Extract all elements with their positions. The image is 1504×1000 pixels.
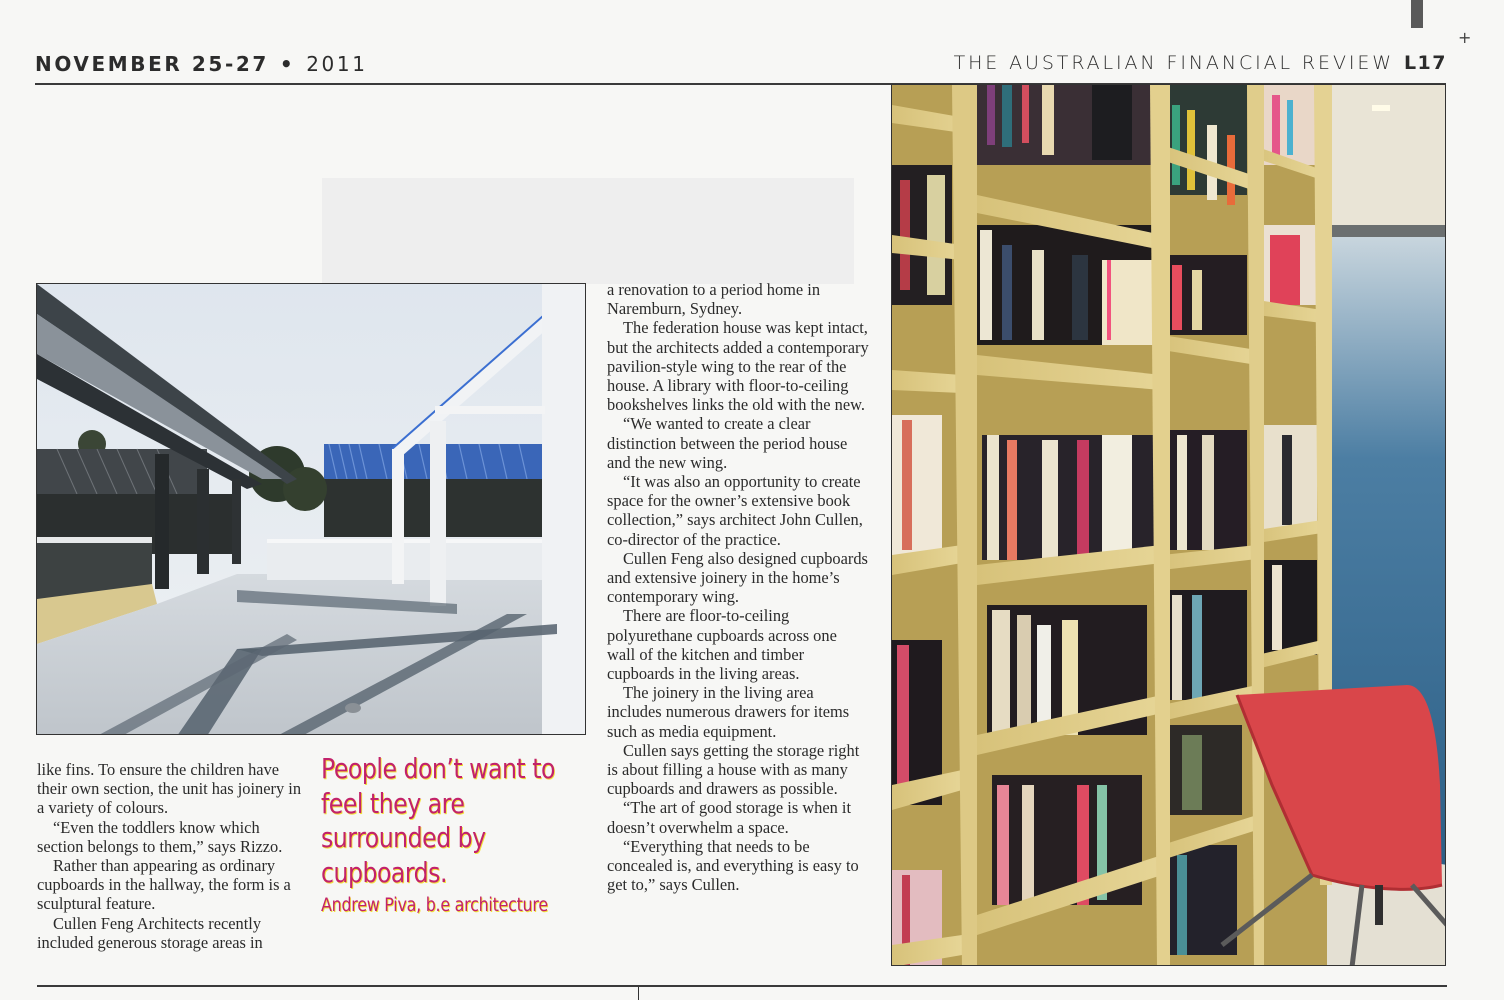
paragraph: There are floor-to-ceiling polyurethane cupboards across one wall of the kitchen and timber cupboards in the living areas. (607, 606, 837, 684)
paragraph: Cullen says getting the storage right is about filling a house with as many cupboards and drawers as possible. (607, 740, 860, 799)
paragraph: “Everything that needs to be concealed is, and everything is easy to get to,” says Cullen. (607, 836, 859, 895)
library-photo (891, 84, 1446, 966)
paragraph: a renovation to a period home in Naremburn, Sydney. (607, 280, 821, 319)
courtyard-illustration (37, 284, 586, 735)
registration-cross-icon: + (1458, 28, 1472, 47)
date-range: NOVEMBER 25-27 (35, 52, 269, 76)
paragraph: “Even the toddlers know which section belongs to them,” says Rizzo. (37, 817, 283, 856)
pull-quote-attribution: Andrew Piva, b.e architecture (321, 895, 548, 916)
article-column-middle (607, 280, 869, 895)
paragraph: Cullen Feng also designed cupboards and extensive joinery in the home’s contemporary wing. (607, 548, 868, 607)
article-column-left (37, 760, 305, 952)
pull-quote (321, 752, 591, 916)
issue-date (35, 52, 368, 76)
masthead (954, 52, 1447, 74)
year: 2011 (306, 52, 368, 76)
paragraph: “We wanted to create a clear distinction between the period house and the new wing. (607, 414, 848, 472)
page-number: L17 (1403, 52, 1447, 74)
courtyard-photo (36, 283, 586, 735)
registration-bar (1411, 0, 1423, 28)
column-divider (638, 987, 639, 1000)
date-separator: • (279, 52, 296, 76)
paragraph: The joinery in the living area includes numerous drawers for items such as media equipment. (607, 683, 850, 741)
paragraph: Rather than appearing as ordinary cupboards in the hallway, the form is a sculptural feature. (37, 856, 291, 914)
show-through-area (322, 178, 854, 284)
paragraph: “The art of good storage is when it doesn’t overwhelm a space. (607, 798, 852, 837)
paragraph: The federation house was kept intact, but the architects added a contemporary pavilion-style wing to the rear of the house. A library with floor-to-ceiling bookshelves links the old with the new. (607, 318, 869, 415)
footer-rule (37, 985, 1447, 987)
library-illustration (892, 85, 1446, 966)
publication-name: THE AUSTRALIAN FINANCIAL REVIEW (953, 52, 1394, 74)
paragraph: like fins. To ensure the children have their own section, the unit has joinery in a variety of colours. (37, 760, 302, 818)
pull-quote-text: People don’t want to feel they are surrounded by cupboards. (321, 753, 555, 889)
paragraph: “It was also an opportunity to create space for the owner’s extensive book collection,” says architect John Cullen, co-director of the practice. (607, 472, 863, 549)
paragraph: Cullen Feng Architects recently included generous storage areas in (37, 913, 263, 952)
